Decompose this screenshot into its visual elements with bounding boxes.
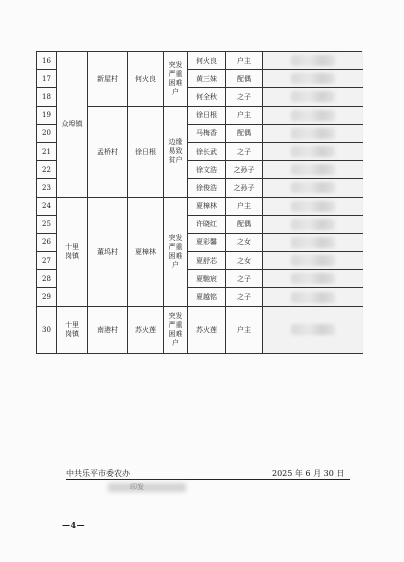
row-number: 20 [37, 124, 57, 142]
row-number: 18 [37, 88, 57, 106]
redacted-cell [263, 233, 363, 251]
member-name: 夏馳宸 [188, 270, 226, 288]
relation-cell: 之孙子 [226, 179, 263, 197]
redacted-cell [263, 52, 363, 70]
relation-cell: 之女 [226, 252, 263, 270]
row-number: 26 [37, 233, 57, 251]
footer-faded-text: 印发 [130, 483, 144, 491]
household-head-cell: 何火良 [128, 52, 164, 107]
row-number: 21 [37, 142, 57, 160]
redacted-cell [263, 306, 363, 353]
member-name: 夏越铭 [188, 288, 226, 306]
member-name: 许晓红 [188, 215, 226, 233]
household-head-cell: 夏樟林 [128, 197, 164, 306]
redaction-smudge [108, 483, 186, 492]
footer-rule [66, 479, 350, 480]
relation-cell: 户主 [226, 106, 263, 124]
household-head-cell: 徐日根 [128, 106, 164, 197]
row-number: 19 [37, 106, 57, 124]
member-name: 苏火莲 [188, 306, 226, 353]
redacted-cell [263, 161, 363, 179]
member-name: 何火良 [188, 52, 226, 70]
redacted-cell [263, 252, 363, 270]
village-cell: 孟桥村 [88, 106, 128, 197]
member-name: 马梅香 [188, 124, 226, 142]
member-name: 徐文浩 [188, 161, 226, 179]
relation-cell: 配偶 [226, 124, 263, 142]
redacted-cell [263, 215, 363, 233]
table-row [37, 197, 363, 215]
relation-cell: 配偶 [226, 70, 263, 88]
category-cell: 突发严重困难户 [164, 306, 188, 353]
relation-cell: 之子 [226, 88, 263, 106]
household-table [36, 51, 363, 354]
row-number: 27 [37, 252, 57, 270]
village-cell: 董坞村 [88, 197, 128, 306]
redacted-cell [263, 124, 363, 142]
member-name: 徐俊浩 [188, 179, 226, 197]
table-row [37, 52, 363, 70]
village-cell: 新屋村 [88, 52, 128, 107]
category-cell: 突发严重困难户 [164, 197, 188, 306]
member-name: 夏舒芯 [188, 252, 226, 270]
issuing-office: 中共乐平市委农办 [66, 469, 130, 478]
member-name: 夏彩馨 [188, 233, 226, 251]
row-number: 22 [37, 161, 57, 179]
village-cell: 南港村 [88, 306, 128, 353]
relation-cell: 配偶 [226, 215, 263, 233]
redacted-cell [263, 270, 363, 288]
redacted-cell [263, 106, 363, 124]
town-cell [57, 52, 88, 198]
member-name: 何全秋 [188, 88, 226, 106]
category-cell: 突发严重困难户 [164, 52, 188, 107]
member-name: 黄三妹 [188, 70, 226, 88]
row-number: 29 [37, 288, 57, 306]
redacted-cell [263, 142, 363, 160]
row-number: 24 [37, 197, 57, 215]
member-name: 徐日根 [188, 106, 226, 124]
relation-cell: 之子 [226, 288, 263, 306]
category-cell: 边缘易致贫户 [164, 106, 188, 197]
town-cell: 十里岗镇 [57, 197, 88, 306]
town-cell: 十里岗镇 [57, 306, 88, 353]
row-number: 30 [37, 306, 57, 353]
relation-cell: 户主 [226, 197, 263, 215]
member-name: 夏樟林 [188, 197, 226, 215]
redacted-cell [263, 288, 363, 306]
redacted-cell [263, 179, 363, 197]
row-number: 28 [37, 270, 57, 288]
redacted-cell [263, 88, 363, 106]
redacted-cell [263, 197, 363, 215]
relation-cell: 户主 [226, 306, 263, 353]
town-name: 众埠镇 [61, 120, 83, 129]
table-row [37, 306, 363, 353]
member-name: 徐长武 [188, 142, 226, 160]
row-number: 23 [37, 179, 57, 197]
relation-cell: 户主 [226, 52, 263, 70]
household-head-cell: 苏火莲 [128, 306, 164, 353]
relation-cell: 之子 [226, 142, 263, 160]
relation-cell: 之女 [226, 233, 263, 251]
relation-cell: 之子 [226, 270, 263, 288]
page-number: —4— [62, 520, 86, 530]
relation-cell: 之孙子 [226, 161, 263, 179]
issue-date: 2025 年 6 月 30 日 [272, 469, 345, 478]
redacted-cell [263, 70, 363, 88]
row-number: 25 [37, 215, 57, 233]
row-number: 17 [37, 70, 57, 88]
row-number: 16 [37, 52, 57, 70]
